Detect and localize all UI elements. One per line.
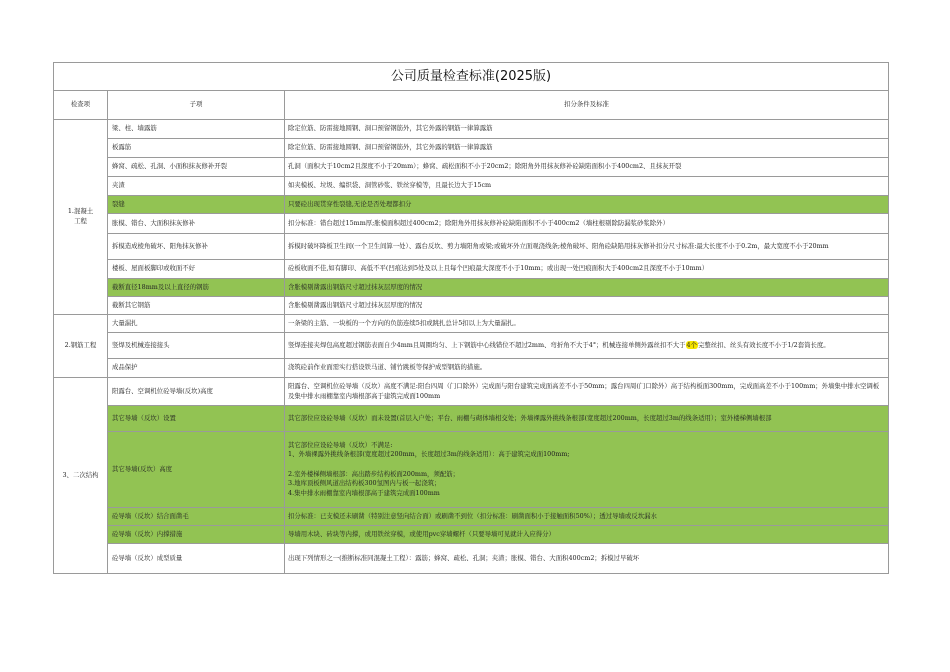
item-cell: 胀模、错台、大面积抹灰修补 bbox=[108, 214, 285, 234]
standard-line-blank bbox=[288, 460, 885, 470]
standard-cell: 阳露台、空调机位砼导墙（反坎）高度不满足:阳台四周（门口除外）完成面与阳台建筑完成面高差不小于50mm；露台四周(门口除外）高于结构板面300mm，完成面高差不小于100mm；外墙集中排水空调板及集中排水雨棚靠室内墙根部高于建筑完成面100mm bbox=[285, 378, 889, 406]
item-cell: 其它导墙（反坎）设置 bbox=[108, 406, 285, 432]
item-cell: 砼导墙（反坎）内撑措施 bbox=[108, 526, 285, 544]
standard-cell: 浇筑砼前作业面需实行搭设铁马道、铺竹跳板等保护成型钢筋的措施。 bbox=[285, 359, 889, 378]
standard-text-pre: 竖焊连接夹焊包高度超过钢筋表面自少4mm且周圈均匀、上下钢筋中心线错位不超过2mm、弯折角不大于4°；机械连接单侧外露丝扣不大于 bbox=[288, 340, 686, 349]
item-cell: 阳露台、空调机位砼导墙(反坎)高度 bbox=[108, 378, 285, 406]
standard-cell: 导墙用木块、砖块等内撑，或用铁丝穿模，或使用pvc穿墙螺杆（只要导墙可见就计入应得分） bbox=[285, 526, 889, 544]
item-cell: 梁、柱、墙露筋 bbox=[108, 120, 285, 139]
document-title: 公司质量检查标准(2025版) bbox=[54, 63, 889, 91]
standard-cell: 扣分标准：已支模还未刷凿（特别注意竖向结合面）或刷凿不到位（扣分标准：刷凿面积小于接触面积50%）；透过导墙或反坎漏水 bbox=[285, 508, 889, 526]
highlighted-text: 4个 bbox=[686, 340, 697, 349]
header-category: 检查项 bbox=[54, 91, 108, 120]
standard-cell: 出现下列情形之一(推断标准同混凝土工程）：露筋；蜂窝、疏松、孔洞；夹渣；胀模、错台、大面积400cm2；拆模过早破坏 bbox=[285, 544, 889, 574]
standard-cell: 除定位筋、防雷接地圆钢、洞口预留钢筋外，其它外露的钢筋一律算露筋 bbox=[285, 139, 889, 158]
item-cell: 蜂窝、疏松、孔洞、小面积抹灰修补开裂 bbox=[108, 158, 285, 177]
standard-cell: 拆模时破坏降板卫生间(一个卫生间算一处）、露台反坎、剪力墙阳角或梁;或破坏外立面观浇线条;棱角破坏、阳角砼缺陷用抹灰修补扣分尺寸标准:最大长度不小于0.2m，最大宽度不小于20mm bbox=[285, 234, 889, 260]
standard-cell: 除定位筋、防雷接地圆钢、洞口预留钢筋外，其它外露的钢筋一律算露筋 bbox=[285, 120, 889, 139]
standard-cell: 只要砼出现贯穿性裂缝,无论是否处理都扣分 bbox=[285, 196, 889, 214]
category-concrete-line1: 1.混凝土 bbox=[67, 207, 94, 216]
standard-line: 3.地库顶板侧风道出结构板300氢图内与板一起浇筑； bbox=[288, 479, 441, 488]
item-cell: 大量漏扎 bbox=[108, 315, 285, 333]
item-cell: 夹渣 bbox=[108, 177, 285, 196]
item-cell: 截断直径18mm及以上直径的钢筋 bbox=[108, 279, 285, 297]
item-cell: 其它导墙(反坎）高度 bbox=[108, 432, 285, 508]
standard-cell: 含胀模剔凿露出钢筋尺寸超过抹灰层厚度的情况 bbox=[285, 279, 889, 297]
item-cell: 板露筋 bbox=[108, 139, 285, 158]
item-cell: 拆模造成棱角破坏、阳角抹灰修补 bbox=[108, 234, 285, 260]
item-cell: 楼板、屋面板脚印或收面不好 bbox=[108, 260, 285, 279]
standard-cell: 其它部位应设砼导墙（反坎）而未设置(首层入户处；平台、雨棚与砌体墙相交处；外墙裸露外挑线条根部(宽度超过200mm，长度超过3m的线条适用）；室外楼梯侧墙根部 bbox=[285, 406, 889, 432]
standard-cell: 含胀模剔凿露出钢筋尺寸超过抹灰层厚度的情况 bbox=[285, 297, 889, 315]
standard-line: 4.集中排水雨棚靠室内墙根部高于建筑完成面100mm bbox=[288, 488, 440, 497]
item-cell: 竖焊及机械连接接头 bbox=[108, 333, 285, 359]
standard-cell: 如夹模板、垃圾、编织袋、洞管砂浆、铁丝穿模等，且最长边大于15cm bbox=[285, 177, 889, 196]
category-secondary-structure: 3、二次结构 bbox=[54, 378, 108, 574]
standard-line: 1、外墙裸露外挑线条根部(宽度超过200mm，长度超过3m的线条适用）：高于建筑完成面100mm; bbox=[288, 450, 570, 459]
standard-line: 其它部位应设砼导墙（反坎）不满足: bbox=[288, 440, 393, 449]
header-standard: 扣分条件及标准 bbox=[285, 91, 889, 120]
standard-cell: 砼板收面不佳,如有脚印、高低不平(凹痕达到5处及以上且每个凹痕最大深度不小于10mm；或出现一处凹痕面积大于400cm2且深度不小于10mm） bbox=[285, 260, 889, 279]
header-item: 子项 bbox=[108, 91, 285, 120]
item-cell: 成品保护 bbox=[108, 359, 285, 378]
standard-cell: 孔洞（面积大于10cm2且深度不小于20mm）；蜂窝、疏松面积不小于20cm2；除阳角外用抹灰修补砼缺陷面积小于400cm2、且抹灰开裂 bbox=[285, 158, 889, 177]
quality-standard-sheet bbox=[53, 62, 888, 574]
item-cell: 砼导墙（反坎）结合面凿毛 bbox=[108, 508, 285, 526]
item-cell: 砼导墙（反坎）成型质量 bbox=[108, 544, 285, 574]
category-concrete-line2: 工程 bbox=[74, 217, 87, 225]
standard-text-post: 完整丝扣、丝头有效长度不小于1/2套筒长度。 bbox=[697, 340, 830, 349]
standard-cell: 扣分标准：错台超过15mm厚;胀模面积超过400cm2；除阳角外用抹灰修补砼缺陷面积不小于400cm2（墙柱根剔除防漏浆砂浆除外） bbox=[285, 214, 889, 234]
category-rebar: 2.钢筋工程 bbox=[54, 315, 108, 378]
category-concrete bbox=[54, 120, 108, 315]
standard-cell bbox=[285, 432, 889, 508]
standard-cell: 一条梁的主筋、一块板的一个方向的负筋连续5扣或跳扎总计5扣以上为大量漏扎。 bbox=[285, 315, 889, 333]
quality-standard-table bbox=[53, 62, 889, 574]
standard-line: 2.室外楼梯侧墙根部：高出踏步结构板面200mm，须配筋； bbox=[288, 469, 460, 478]
standard-cell bbox=[285, 333, 889, 359]
item-cell: 裂缝 bbox=[108, 196, 285, 214]
item-cell: 截断其它钢筋 bbox=[108, 297, 285, 315]
